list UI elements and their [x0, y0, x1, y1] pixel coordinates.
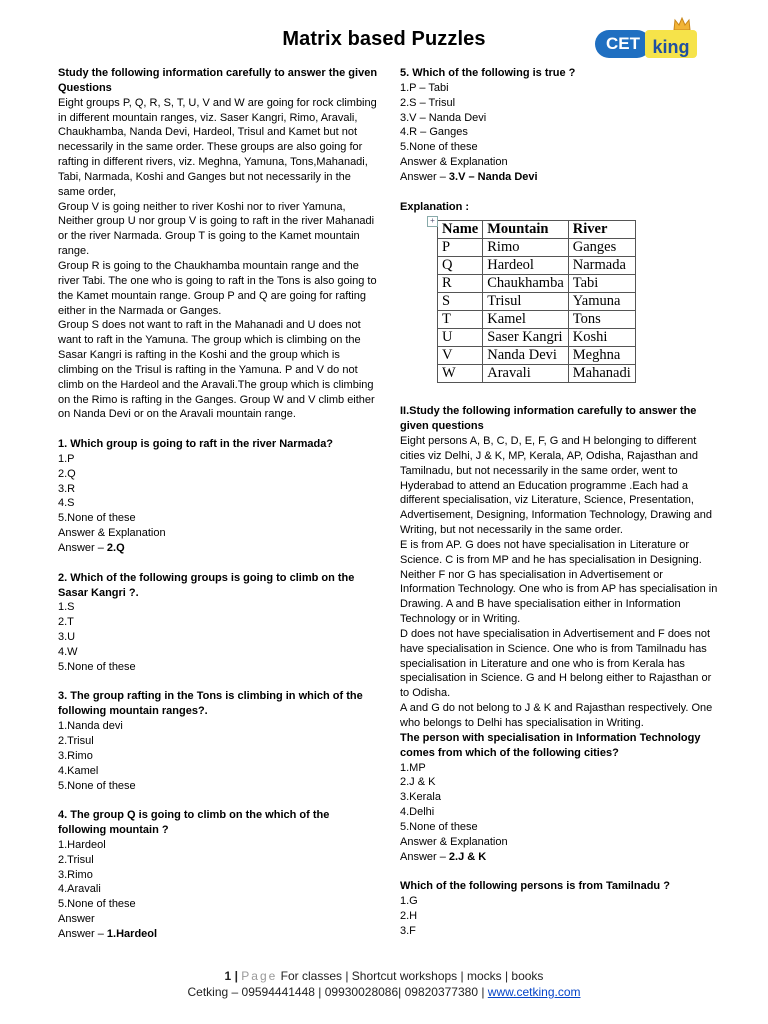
- text-line: 5.None of these: [58, 779, 136, 792]
- logo-king: king: [645, 30, 697, 58]
- spacer: [400, 389, 720, 404]
- footer-tagline: For classes | Shortcut workshops | mocks | books: [280, 969, 544, 983]
- answer-value: 1.Hardeol: [106, 927, 158, 940]
- question-text: Which of the following persons is from Tamilnadu ?: [400, 880, 670, 893]
- table-cell: W: [438, 365, 483, 383]
- text-line: 4.Kamel: [58, 764, 99, 777]
- text-line: 4.S: [58, 497, 75, 510]
- question-text: The person with specialisation in Information Technology comes from which of the following cities?: [400, 731, 701, 759]
- table-cell: R: [438, 275, 483, 293]
- table-header-cell: Mountain: [483, 221, 569, 239]
- text-line: 2.T: [58, 616, 74, 629]
- spacer: [58, 793, 378, 808]
- question-text: Study the following information carefully to answer the given Questions: [58, 67, 378, 94]
- text-line: D does not have specialisation in Advertisement and F does not have specialisation in Science. One who is from Tamilnadu has specialisation in Literature and one who is from Kerala has specialisation in Science. G and H belong either to Rajasthan or to Odisha.: [400, 627, 712, 700]
- table-cell: Saser Kangri: [483, 329, 569, 347]
- text-line: 3.F: [400, 924, 416, 937]
- text-line: 4.W: [58, 645, 78, 658]
- table-cell: Q: [438, 257, 483, 275]
- question-text: 2. Which of the following groups is going to climb on the Sasar Kangri ?.: [58, 571, 355, 599]
- text-line: A and G do not belong to J & K and Rajasthan respectively. One who belongs to Delhi has specialisation in Writing.: [400, 702, 713, 729]
- table-cell: Hardeol: [483, 257, 569, 275]
- left-column: [58, 66, 378, 942]
- text-line: 1.MP: [400, 761, 426, 774]
- table-cell: V: [438, 347, 483, 365]
- logo-cet: CET: [595, 30, 651, 58]
- page-number: 1: [224, 969, 232, 983]
- text-line: Group V is going neither to river Koshi nor to river Yamuna, Neither group U nor group V is going to raft in the river Mahanadi or the river Narmada. Group T is going to the Kamet mountain range.: [58, 200, 375, 258]
- text-line: 1.P – Tabi: [400, 81, 449, 94]
- text-line: 3.V – Nanda Devi: [400, 111, 487, 124]
- table-row: [438, 275, 636, 293]
- table-row: [438, 293, 636, 311]
- spacer: [58, 422, 378, 437]
- text-line: Eight groups P, Q, R, S, T, U, V and W are going for rock climbing in different mountain ranges, viz. Saser Kangri, Rimo, Aravali, Chaukhamba, Nanda Devi, Hardeol, Trisul and Kamet but not necessarily in the same order. These groups are also going for rafting in different rivers, viz. Meghna, Yamuna, Tons,Mahanadi, Tabi, Narmada, Koshi and Ganges but not necessarily in the same order,: [58, 96, 377, 198]
- table-cell: Tons: [568, 311, 635, 329]
- question-text: 5. Which of the following is true ?: [400, 67, 576, 79]
- table-cell: Koshi: [568, 329, 635, 347]
- table-cell: U: [438, 329, 483, 347]
- website-link[interactable]: www.cetking.com: [487, 985, 581, 999]
- text-line: Group R is going to the Chaukhamba mountain range and the river Tabi. The one who is going to raft in the Tons is also going to the Kamet mountain range. Group P and Q are going for rafting either in the Narmada or Ganges.: [58, 259, 377, 317]
- answer-line: Answer – 2.J & K: [400, 850, 487, 863]
- text-line: 1.G: [400, 895, 418, 908]
- text-line: 3.Kerala: [400, 791, 441, 804]
- table-cell: Ganges: [568, 239, 635, 257]
- spacer: [58, 556, 378, 571]
- text-line: Eight persons A, B, C, D, E, F, G and H belonging to different cities viz Delhi, J & K, MP, Kerala, AP, Odisha, Rajasthan and Tamilnadu, but not necessarily in the same order, went to Hyderabad to attend an Education programme .Each had a different specialisation, viz Literature, Science, Presentation, Advertisement, Designing, Information Technology, Drawing and Writing, but not necessarily in the same order.: [400, 434, 713, 537]
- text-line: 2.Q: [58, 467, 76, 480]
- answer-line: Answer – 1.Hardeol: [58, 927, 158, 940]
- answer-line: Answer – 3.V – Nanda Devi: [400, 170, 538, 183]
- table-row: [438, 257, 636, 275]
- table-cell: Yamuna: [568, 293, 635, 311]
- text-line: 4.Aravali: [58, 883, 101, 896]
- table-cell: Chaukhamba: [483, 275, 569, 293]
- text-line: 2.J & K: [400, 776, 436, 789]
- table-cell: Narmada: [568, 257, 635, 275]
- footer-line-2: [0, 984, 768, 1000]
- text-line: Answer & Explanation: [58, 527, 166, 540]
- answer-value: 2.Q: [106, 542, 125, 554]
- table-cell: S: [438, 293, 483, 311]
- question-text: Explanation :: [400, 200, 470, 213]
- text-line: Group S does not want to raft in the Mahanadi and U does not want to raft in the Yamuna. The group which is climbing on the Sasar Kangri is rafting in the Koshi and the group which is climbing on the Trisul is rafting in the Yamuna. P and V do not climb on the Hardeol and the Aravali.The group which is climbing on the Rimo is rafting in the Ganges. Group W and V climb either on Nanda Devi or on the Aravali mountain range.: [58, 319, 375, 421]
- right-top-block: [400, 66, 720, 214]
- page-title: Matrix based Puzzles: [282, 28, 486, 50]
- footer-separator: |: [234, 969, 238, 983]
- text-line: E is from AP. G does not have specialisation in Literature or Science. C is from MP and he has specialisation in Designing. Neither F nor G has specialisation in Advertisement or Information Technology. One who is from AP has specialisation in Drawing. A and B have specialisation either in Information Technology or in Writing.: [400, 538, 718, 626]
- table-header-row: [438, 221, 636, 239]
- table-row: [438, 239, 636, 257]
- text-line: 2.S – Trisul: [400, 96, 456, 109]
- answer-value: 3.V – Nanda Devi: [448, 170, 538, 183]
- text-line: 2.Trisul: [58, 853, 94, 866]
- table-cell: P: [438, 239, 483, 257]
- text-line: 2.Trisul: [58, 734, 94, 747]
- text-line: 5.None of these: [58, 898, 136, 911]
- spacer: [400, 864, 720, 879]
- answer-line: Answer – 2.Q: [58, 542, 125, 554]
- text-line: 5.None of these: [400, 141, 478, 154]
- right-bottom-block: [400, 389, 720, 938]
- text-line: Answer: [58, 913, 95, 926]
- explanation-table: [437, 220, 636, 383]
- question-text: 3. The group rafting in the Tons is climbing in which of the following mountain ranges?.: [58, 690, 363, 718]
- text-line: 4.R – Ganges: [400, 126, 468, 139]
- text-line: 1.Hardeol: [58, 838, 106, 851]
- question-text: II.Study the following information carefully to answer the given questions: [400, 405, 697, 433]
- table-row: [438, 347, 636, 365]
- table-cell: Meghna: [568, 347, 635, 365]
- text-line: 5.None of these: [58, 660, 136, 673]
- text-line: 4.Delhi: [400, 806, 435, 819]
- explanation-table-wrapper: [430, 216, 720, 383]
- text-line: 1.P: [58, 452, 75, 465]
- table-header-cell: Name: [438, 221, 483, 239]
- table-cell: Mahanadi: [568, 365, 635, 383]
- footer-contact: Cetking – 09594441448 | 09930028086| 09820377380 |: [187, 985, 488, 999]
- cetking-logo: [595, 16, 705, 64]
- text-line: 1.S: [58, 601, 75, 614]
- question-text: 1. Which group is going to raft in the river Narmada?: [58, 438, 334, 451]
- table-cell: Tabi: [568, 275, 635, 293]
- text-line: 5.None of these: [58, 512, 136, 525]
- spacer: [400, 185, 720, 200]
- question-text: 4. The group Q is going to climb on the which of the following mountain ?: [58, 809, 330, 837]
- text-line: 3.R: [58, 482, 76, 495]
- text-line: 3.U: [58, 631, 76, 644]
- table-header-cell: River: [568, 221, 635, 239]
- table-cell: T: [438, 311, 483, 329]
- text-line: 3.Rimo: [58, 749, 93, 762]
- spacer: [58, 675, 378, 690]
- text-line: 1.Nanda devi: [58, 720, 123, 733]
- table-cell: Aravali: [483, 365, 569, 383]
- text-line: Answer & Explanation: [400, 156, 508, 169]
- table-cell: Trisul: [483, 293, 569, 311]
- right-column: [400, 66, 720, 939]
- table-cell: Kamel: [483, 311, 569, 329]
- page-word: Page: [241, 969, 278, 983]
- table-cell: Rimo: [483, 239, 569, 257]
- page-footer: [0, 968, 768, 1000]
- table-row: [438, 365, 636, 383]
- answer-value: 2.J & K: [448, 850, 487, 863]
- text-line: 3.Rimo: [58, 868, 93, 881]
- table-move-handle-icon[interactable]: +: [427, 216, 438, 227]
- table-row: [438, 311, 636, 329]
- footer-line-1: [0, 968, 768, 984]
- text-line: 5.None of these: [400, 820, 478, 833]
- table-row: [438, 329, 636, 347]
- table-cell: Nanda Devi: [483, 347, 569, 365]
- text-line: Answer & Explanation: [400, 835, 508, 848]
- text-line: 2.H: [400, 909, 418, 922]
